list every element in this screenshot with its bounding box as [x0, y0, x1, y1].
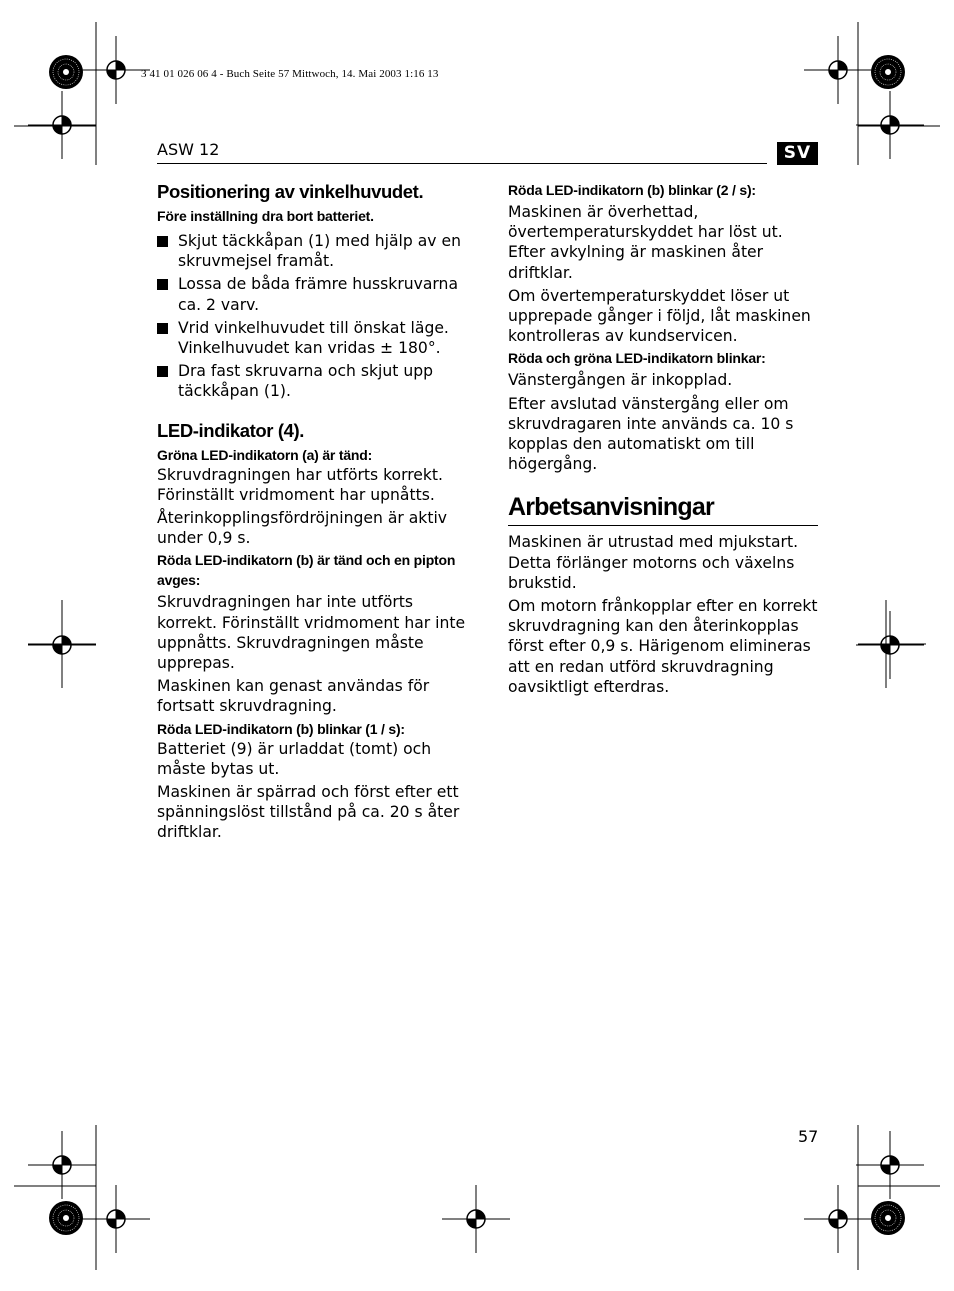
list-item-text: Vrid vinkelhuvudet till önskat läge. Vinkelhuvudet kan vridas ± 180°.	[178, 318, 449, 358]
subheading-red-green-led: Röda och gröna LED-indikatorn blinkar:	[508, 350, 766, 367]
section-heading-positioning: Positionering av vinkelhuvudet.	[157, 181, 424, 202]
subheading-green-led: Gröna LED-indikatorn (a) är tänd:	[157, 446, 373, 463]
list-item-text: Lossa de båda främre husskruvarna ca. 2 varv.	[178, 275, 458, 314]
bullet-icon	[157, 236, 168, 247]
header-rule	[157, 163, 767, 164]
list-item	[157, 318, 469, 358]
list-item	[157, 274, 469, 314]
page-number: 57	[798, 1127, 819, 1146]
paragraph: Maskinen är spärrad och först efter ett spänningslöst tillstånd på ca. 20 s åter driftklar.	[157, 783, 460, 842]
paragraph: Batteriet (9) är urladdat (tomt) och måste bytas ut.	[157, 739, 432, 778]
paragraph: Om motorn frånkopplar efter en korrekt skruvdragning kan den återinkopplas först efter 0,9 s. Härigenom elimineras att en redan utförd skruvdragning oavsiktligt efterdras.	[508, 597, 818, 696]
bullet-icon	[157, 366, 168, 377]
language-badge: SV	[777, 142, 818, 165]
heading-rule	[508, 525, 818, 526]
left-column	[157, 180, 469, 843]
paragraph: Maskinen kan genast användas för fortsatt skruvdragning.	[157, 677, 430, 716]
paragraph: Maskinen är utrustad med mjukstart. Detta förlänger motorns och växelns brukstid.	[508, 533, 799, 592]
bullet-icon	[157, 279, 168, 290]
paragraph: Skruvdragningen har inte utförts korrekt. Förinställt vridmoment har inte uppnåtts. Skruvdragningen måste upprepas.	[157, 593, 466, 673]
paragraph: Återinkopplingsfördröjningen är aktiv under 0,9 s.	[157, 509, 448, 548]
subheading-red-led-blink-2s: Röda LED-indikatorn (b) blinkar (2 / s):	[508, 182, 756, 198]
paragraph: Maskinen är överhettad, övertemperaturskyddet har löst ut. Efter avkylning är maskinen åter driftklar.	[508, 203, 783, 282]
paragraph: Om övertemperaturskyddet löser ut upprepade gånger i följd, låt maskinen kontrolleras av kundservicen.	[508, 286, 811, 346]
instruction-list	[157, 231, 469, 402]
list-item-text: Skjut täckkåpan (1) med hjälp av en skruvmejsel framåt.	[178, 232, 461, 271]
list-item	[157, 361, 469, 401]
paragraph: Vänstergången är inkopplad.	[508, 371, 733, 390]
section-heading-work-instructions: Arbetsanvisningar	[508, 493, 714, 522]
subheading-before-setting: Före inställning dra bort batteriet.	[157, 208, 374, 224]
paragraph: Skruvdragningen har utförts korrekt. Förinställt vridmoment har upnåtts.	[157, 465, 444, 504]
subheading-red-led-blink-1s: Röda LED-indikatorn (b) blinkar (1 / s):	[157, 720, 405, 737]
subheading-red-led-beep: Röda LED-indikatorn (b) är tänd och en pipton avges:	[157, 552, 456, 589]
section-heading-led: LED-indikator (4).	[157, 419, 304, 441]
print-slug: 3 41 01 026 06 4 - Buch Seite 57 Mittwoch, 14. Mai 2003 1:16 13	[141, 68, 439, 80]
paragraph: Efter avslutad vänstergång eller om skruvdragaren inte används ca. 10 s kopplas den automatiskt om till högergång.	[508, 394, 794, 474]
right-column	[508, 180, 820, 697]
list-item	[157, 231, 469, 271]
bullet-icon	[157, 323, 168, 334]
header-title: ASW 12	[157, 140, 220, 159]
list-item-text: Dra fast skruvarna och skjut upp täckkåpan (1).	[178, 362, 434, 401]
